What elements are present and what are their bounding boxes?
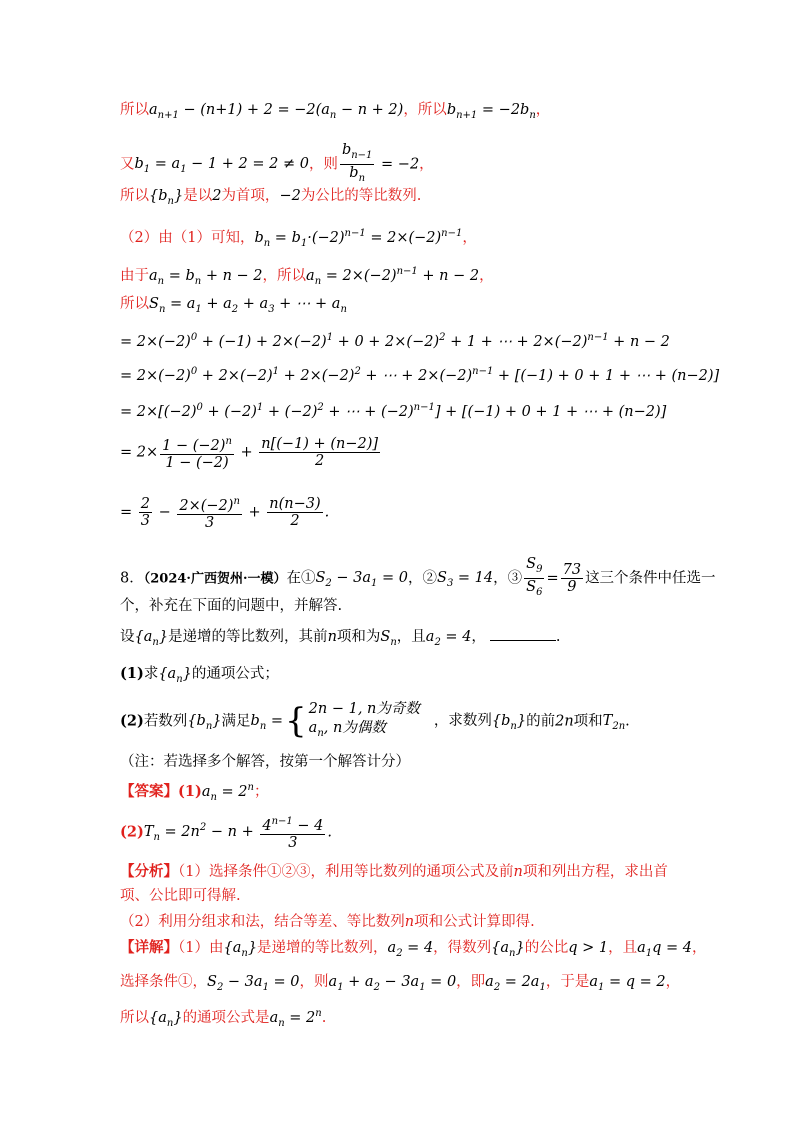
detail-line-2: 选择条件①，$S_2 - 3a_1 = 0$，则$a_1 + a_2 - 3a_1 = 0$，即$a_2 = 2a_1$，于是$a_1 = q = 2$， xyxy=(120,974,681,993)
text: 设 xyxy=(120,629,135,645)
analysis-line-3: （2）利用分组求和法，结合等差、等比数列n项和公式计算即得. xyxy=(120,914,535,930)
text: ，得数列 xyxy=(433,940,492,956)
detail-line-3: 所以$\{a_n\}$的通项公式是$a_n = 2^n$. xyxy=(120,1008,327,1029)
text: ， xyxy=(479,267,494,284)
text: 的通项公式是 xyxy=(182,1009,270,1026)
text: ， xyxy=(462,229,477,246)
text: . xyxy=(327,824,332,841)
text: 项和 xyxy=(573,713,603,730)
text: （2）由（1）可知， xyxy=(120,229,255,246)
text: ， xyxy=(665,974,681,990)
text: （1）选择条件①②③，利用等比数列的通项公式及前 xyxy=(178,864,514,880)
text: 为首项， xyxy=(221,188,280,204)
condition-2: $S_3 = 14$ xyxy=(437,570,494,590)
text: 所以 xyxy=(120,188,149,204)
text: . xyxy=(321,1009,327,1026)
problem-8-line-2 xyxy=(120,596,342,616)
text: 又 xyxy=(120,156,135,173)
math-an-bn: $a_n = b_n + n - 2$ xyxy=(149,267,263,287)
text: ，即 xyxy=(456,974,486,990)
math-seq-b: $\{b_n\}$ xyxy=(149,188,184,207)
note xyxy=(120,752,410,772)
derivation-line-4 xyxy=(120,224,477,254)
question-label: (1) xyxy=(120,665,144,682)
text: 满足 xyxy=(221,713,251,730)
problem-number: 8． xyxy=(120,570,144,587)
text: 选择条件①， xyxy=(120,974,207,990)
analysis-label: 【分析】 xyxy=(120,863,178,880)
condition-3: $\frac{S_9}{S_6}$ xyxy=(526,556,543,598)
text: 个，补充在下面的问题中，并解答. xyxy=(120,598,343,614)
problem-8-line-1: 8．（2024·广西贺州·一模）在$①S_2 - 3a_1 = 0$，$②S_3 = 14$，③ $\frac{S_9}{S_6}$ = $\frac{73}{9}$ 这三个条件中任选一 xyxy=(120,556,716,601)
text: （注：若选择多个解答，按第一个解答计分） xyxy=(120,754,410,770)
math-b1: $b_1 = a_1 - 1 + 2 = 2 \ne 0$ xyxy=(134,156,309,176)
condition-1: $S_2 - 3a_1 = 0$ xyxy=(315,570,408,590)
text: ，所以 xyxy=(403,102,447,118)
text: . xyxy=(625,713,630,730)
math-ratio: $\frac{b_{n-1}}{b_n}$ xyxy=(341,142,373,184)
text: ，且 xyxy=(608,940,638,956)
analysis-line-1: 【分析】（1）选择条件①②③，利用等比数列的通项公式及前n项和列出方程，求出首 xyxy=(120,863,668,880)
detail-line-1: 【详解】（1）由$\{a_n\}$是递增的等比数列，$a_2 = 4$，得数列$\{a_n\}$的公比q > 1，且$a_1q = 4$， xyxy=(120,939,707,959)
text: 项和为 xyxy=(336,629,381,645)
text: 求 xyxy=(143,666,159,682)
fill-in-blank xyxy=(490,626,556,641)
question-1: (1)求$\{a_n\}$的通项公式； xyxy=(120,665,279,685)
text: ， xyxy=(471,629,486,645)
text: ，且 xyxy=(396,629,426,645)
text: 项和列出方程，求出首 xyxy=(522,864,668,880)
text: 若数列 xyxy=(143,713,188,730)
text: ，求数列 xyxy=(433,713,492,730)
text: ， xyxy=(692,940,707,956)
text: ，则 xyxy=(308,156,338,173)
text: ，则 xyxy=(299,974,329,990)
text: 的通项公式； xyxy=(191,666,279,682)
answer-line-2: $(2)T_n = 2n^2 - n$ + $\frac{4^{n-1} - 4}{3}$ . xyxy=(120,816,332,851)
text: n xyxy=(327,629,337,645)
text: ，于是 xyxy=(545,974,590,990)
math-b-relation: $b_{n+1} = -2b_n$ xyxy=(446,102,536,121)
sum-step-4: = 2× $\frac{1 - (-2)^n}{1 - (-2)}$ + $\frac{n[(-1) + (n-2)]}{2}$ xyxy=(120,435,379,471)
piecewise-definition: 2n − 1, n为奇数 $a_n$, n为偶数 xyxy=(308,701,420,739)
problem-source: （2024·广西贺州·一模） xyxy=(143,571,287,587)
text: 所以 xyxy=(120,1009,149,1026)
math-recurrence: $a_{n+1} - (n+1) + 2 = -2(a_n - n + 2)$ xyxy=(149,102,404,121)
math-bn: $b_n = b_1\cdot(-2)^{n-1} = 2\times(-2)^{n-1}$ xyxy=(254,228,463,249)
text: 项和公式计算即得. xyxy=(414,914,535,930)
text: ， xyxy=(419,156,434,173)
text: 的前 xyxy=(526,713,556,730)
answer-label: (1) xyxy=(178,782,202,800)
sum-step-3: = $2\times[(-2)^0 + (-2)^1 + (-2)^2$ + ⋯ + $(-2)^{n-1}] + [(-1) + 0 + 1$ + ⋯ + (n−2)] xyxy=(120,402,667,420)
problem-8-setup: 设$\{a_n\}$是递增的等比数列，其前n项和为$S_n$，且$a_2 = 4$， . xyxy=(120,626,561,653)
derivation-line-6 xyxy=(120,294,347,320)
text: 是递增的等比数列，其前 xyxy=(168,629,328,645)
text: 所以 xyxy=(120,296,149,312)
text: 在① xyxy=(286,570,316,587)
answer-label: 【答案】 xyxy=(120,782,178,800)
text: 是以 xyxy=(183,188,213,204)
text: 为公比的等比数列. xyxy=(300,188,422,204)
text: （2）利用分组求和法，结合等差、等比数列 xyxy=(120,914,405,930)
answer-label: (2) xyxy=(120,823,144,841)
derivation-line-1 xyxy=(120,100,550,126)
text: 这三个条件中任选一 xyxy=(585,570,716,587)
derivation-line-5 xyxy=(120,262,494,292)
sum-step-1: = $2\times(-2)^0 + (-1) + 2\times(-2)^1 + 0 + 2\times(-2)^2 + 1$ + ⋯ + $2\times(-2)^{n-1} + n - 2$ xyxy=(120,332,670,350)
analysis-line-2 xyxy=(120,886,241,906)
question-2: (2)若数列$\{b_n\}$满足$b_n$ ={ 2n − 1, n为奇数 $a_n$, n为偶数 ，求数列$\{b_n\}$的前2n项和$T_{2n}$. xyxy=(120,701,630,742)
text: （1）由 xyxy=(178,940,224,956)
text: 的公比 xyxy=(524,940,569,956)
math-an: $a_n = 2\times(-2)^{n-1} + n - 2$ xyxy=(306,266,480,287)
text: . xyxy=(555,629,561,645)
sum-step-2: = $2\times(-2)^0 + 2\times(-2)^1 + 2\times(-2)^2$ + ⋯ + $2\times(-2)^{n-1} + [(-1) + 0 + 1$ + ⋯ + (n−2)] xyxy=(120,366,720,384)
sum-step-5: = $\frac{2}{3}$ − $\frac{2\times(-2)^n}{3}$ + $\frac{n(n-3)}{2}$ . xyxy=(120,495,330,531)
text: 项、公比即可得解. xyxy=(120,888,241,904)
answer-line-1: 【答案】$(1)a_n = 2^n$； xyxy=(120,782,269,803)
question-label: (2) xyxy=(120,712,144,730)
derivation-line-3: 所以$\{b_n\}$是以2为首项，−2为公比的等比数列. xyxy=(120,188,422,207)
text: ； xyxy=(253,783,269,800)
text: ， xyxy=(535,102,551,118)
text: 是递增的等比数列， xyxy=(257,940,388,956)
detail-label: 【详解】 xyxy=(120,939,178,956)
text: 由于 xyxy=(120,267,149,284)
text: 所以 xyxy=(120,102,149,118)
text: ，③ xyxy=(493,570,523,587)
text: ，② xyxy=(408,570,437,587)
math-sn: $S_n = a_1 + a_2 + a_3$ + ⋯ + $a_n$ xyxy=(149,296,347,315)
derivation-line-2: 又$b_1 = a_1 - 1 + 2 = 2 \ne 0$，则 $\frac{b_{n-1}}{b_n}$ = −2， xyxy=(120,142,434,187)
text: ，所以 xyxy=(262,267,307,284)
